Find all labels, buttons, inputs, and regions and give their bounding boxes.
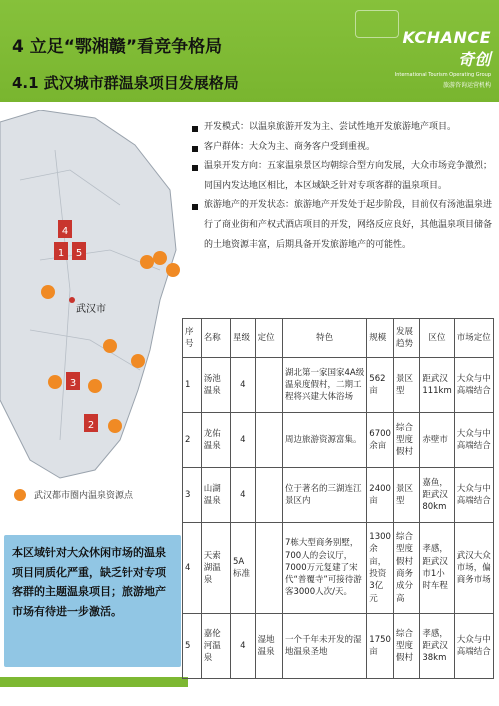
- table-header-cell: 定位: [255, 319, 282, 358]
- footer-bar: [0, 677, 188, 687]
- bullet-item: [192, 157, 494, 196]
- table-cell: [255, 413, 282, 468]
- region-map: [0, 110, 180, 480]
- hot-spring-marker: [140, 255, 154, 269]
- table-header-cell: 特色: [282, 319, 366, 358]
- bullet-square-icon: [192, 146, 198, 152]
- table-cell: 1: [183, 358, 202, 413]
- table-cell: 景区型: [393, 468, 419, 523]
- map-legend: [14, 488, 133, 501]
- bullet-text: 客户群体：大众为主、商务客户受到重视。: [204, 141, 376, 152]
- marker-label: 5: [75, 248, 83, 259]
- legend-label: 武汉都市圈内温泉资源点: [34, 491, 134, 501]
- table-cell: 5: [183, 614, 202, 679]
- table-row: [183, 413, 494, 468]
- marker-label: 1: [57, 248, 65, 259]
- table-cell: 大众与中高端结合: [454, 614, 493, 679]
- table-cell: 山湖温泉: [201, 468, 230, 523]
- table-cell: 5A标准: [231, 523, 256, 614]
- table-cell: 3: [183, 468, 202, 523]
- page-title: 4 立足“鄂湘赣”看竞争格局: [12, 37, 223, 57]
- hot-spring-marker: [108, 419, 122, 433]
- logo-brand: KCHANCE奇创: [402, 28, 491, 69]
- table-row: [183, 468, 494, 523]
- table-cell: 4: [231, 614, 256, 679]
- table-cell: 大众与中高端结合: [454, 468, 493, 523]
- table-cell: 综合型度假村商务成分高: [393, 523, 419, 614]
- bullet-text: 旅游地产的开发状态：旅游地产开发处于起步阶段，目前仅有汤池温泉进行了商业街和产权式酒店项目的开发，网络反应良好，其他温泉项目储备的土地资源丰富，后期具备开发旅游地产的可能性。: [204, 200, 493, 250]
- logo-tagline: International Tourism Operating Group: [394, 72, 491, 78]
- table-cell: 孝感，距武汉市1小时车程: [420, 523, 454, 614]
- table-cell: 大众与中高端结合: [454, 413, 493, 468]
- table-cell: 赤壁市: [420, 413, 454, 468]
- table-cell: 4: [183, 523, 202, 614]
- table-cell: 距武汉111km: [420, 358, 454, 413]
- table-row: [183, 523, 494, 614]
- hot-spring-marker: [166, 263, 180, 277]
- table-row: [183, 358, 494, 413]
- city-marker: [69, 297, 75, 303]
- table-cell: 一个千年未开发的湿地温泉圣地: [282, 614, 366, 679]
- hot-spring-marker: [88, 379, 102, 393]
- table-cell: 2: [183, 413, 202, 468]
- table-cell: 大众与中高端结合: [454, 358, 493, 413]
- table-header-row: [183, 319, 494, 358]
- table-cell: 龙佑温泉: [201, 413, 230, 468]
- legend-dot-icon: [14, 489, 26, 501]
- bullet-list: [192, 118, 494, 255]
- bullet-item: [192, 118, 494, 138]
- table-cell: 周边旅游资源富集。: [282, 413, 366, 468]
- table-header-cell: 星级: [231, 319, 256, 358]
- hot-spring-marker: [41, 285, 55, 299]
- table-cell: 2400亩: [367, 468, 394, 523]
- table-cell: 汤池温泉: [201, 358, 230, 413]
- table-cell: 7栋大型商务别墅，700人的会议厅，7000万元复建了宋代“普覆寺”可接待游客3000人次/天。: [282, 523, 366, 614]
- table-header-cell: 序号: [183, 319, 202, 358]
- table-cell: 4: [231, 413, 256, 468]
- table-cell: 景区型: [393, 358, 419, 413]
- table-cell: 6700余亩: [367, 413, 394, 468]
- hot-spring-marker: [103, 339, 117, 353]
- table-header-cell: 名称: [201, 319, 230, 358]
- table-cell: 湿地温泉: [255, 614, 282, 679]
- marker-label: 4: [61, 226, 69, 237]
- marker-label: 3: [69, 378, 77, 389]
- table-header-cell: 发展趋势: [393, 319, 419, 358]
- table-cell: 嘉伦河温泉: [201, 614, 230, 679]
- table-header-cell: 市场定位: [454, 319, 493, 358]
- table-cell: 4: [231, 358, 256, 413]
- city-label: 武汉市: [76, 304, 106, 315]
- bullet-text: 开发模式：以温泉旅游开发为主、尝试性地开发旅游地产项目。: [204, 122, 457, 132]
- hot-spring-marker: [153, 251, 167, 265]
- marker-label: 2: [87, 420, 95, 431]
- table-cell: 孝感，距武汉38km: [420, 614, 454, 679]
- bullet-text: 温泉开发方向：五家温泉景区均朝综合型方向发展，大众市场竞争激烈；同国内发达地区相比，本区域缺乏针对专项客群的温泉项目。: [204, 161, 493, 191]
- table-cell: 位于著名的三湖连江景区内: [282, 468, 366, 523]
- summary-callout: 本区域针对大众休闲市场的温泉项目同质化严重，缺乏针对专项客群的主题温泉项目；旅游地产市场有待进一步激活。: [4, 535, 181, 667]
- logo-cn: 旅游咨询运营机构: [442, 82, 491, 89]
- table-cell: 天索湖温泉: [201, 523, 230, 614]
- hot-spring-marker: [131, 354, 145, 368]
- table-cell: 综合型度假村: [393, 413, 419, 468]
- table-header-cell: 区位: [420, 319, 454, 358]
- table-row: [183, 614, 494, 679]
- table-cell: [255, 523, 282, 614]
- table-cell: 1750亩: [367, 614, 394, 679]
- bullet-square-icon: [192, 204, 198, 210]
- resource-table: [182, 318, 494, 679]
- company-logo: [391, 28, 491, 89]
- table-cell: 综合型度假村: [393, 614, 419, 679]
- bullet-item: [192, 138, 494, 158]
- table-cell: [255, 358, 282, 413]
- page-subtitle: 4.1 武汉城市群温泉项目发展格局: [12, 74, 239, 92]
- table-cell: 562亩: [367, 358, 394, 413]
- table-cell: 嘉鱼，距武汉80km: [420, 468, 454, 523]
- bullet-square-icon: [192, 165, 198, 171]
- table-cell: [255, 468, 282, 523]
- table-cell: 湖北第一家国家4A级温泉度假村，二期工程将兴建大体浴场: [282, 358, 366, 413]
- hot-spring-marker: [48, 375, 62, 389]
- table-cell: 武汉大众市场，偏商务市场: [454, 523, 493, 614]
- bullet-square-icon: [192, 126, 198, 132]
- bullet-item: [192, 196, 494, 255]
- table-cell: 4: [231, 468, 256, 523]
- table-cell: 1300余亩，投资3亿元: [367, 523, 394, 614]
- table-header-cell: 规模: [367, 319, 394, 358]
